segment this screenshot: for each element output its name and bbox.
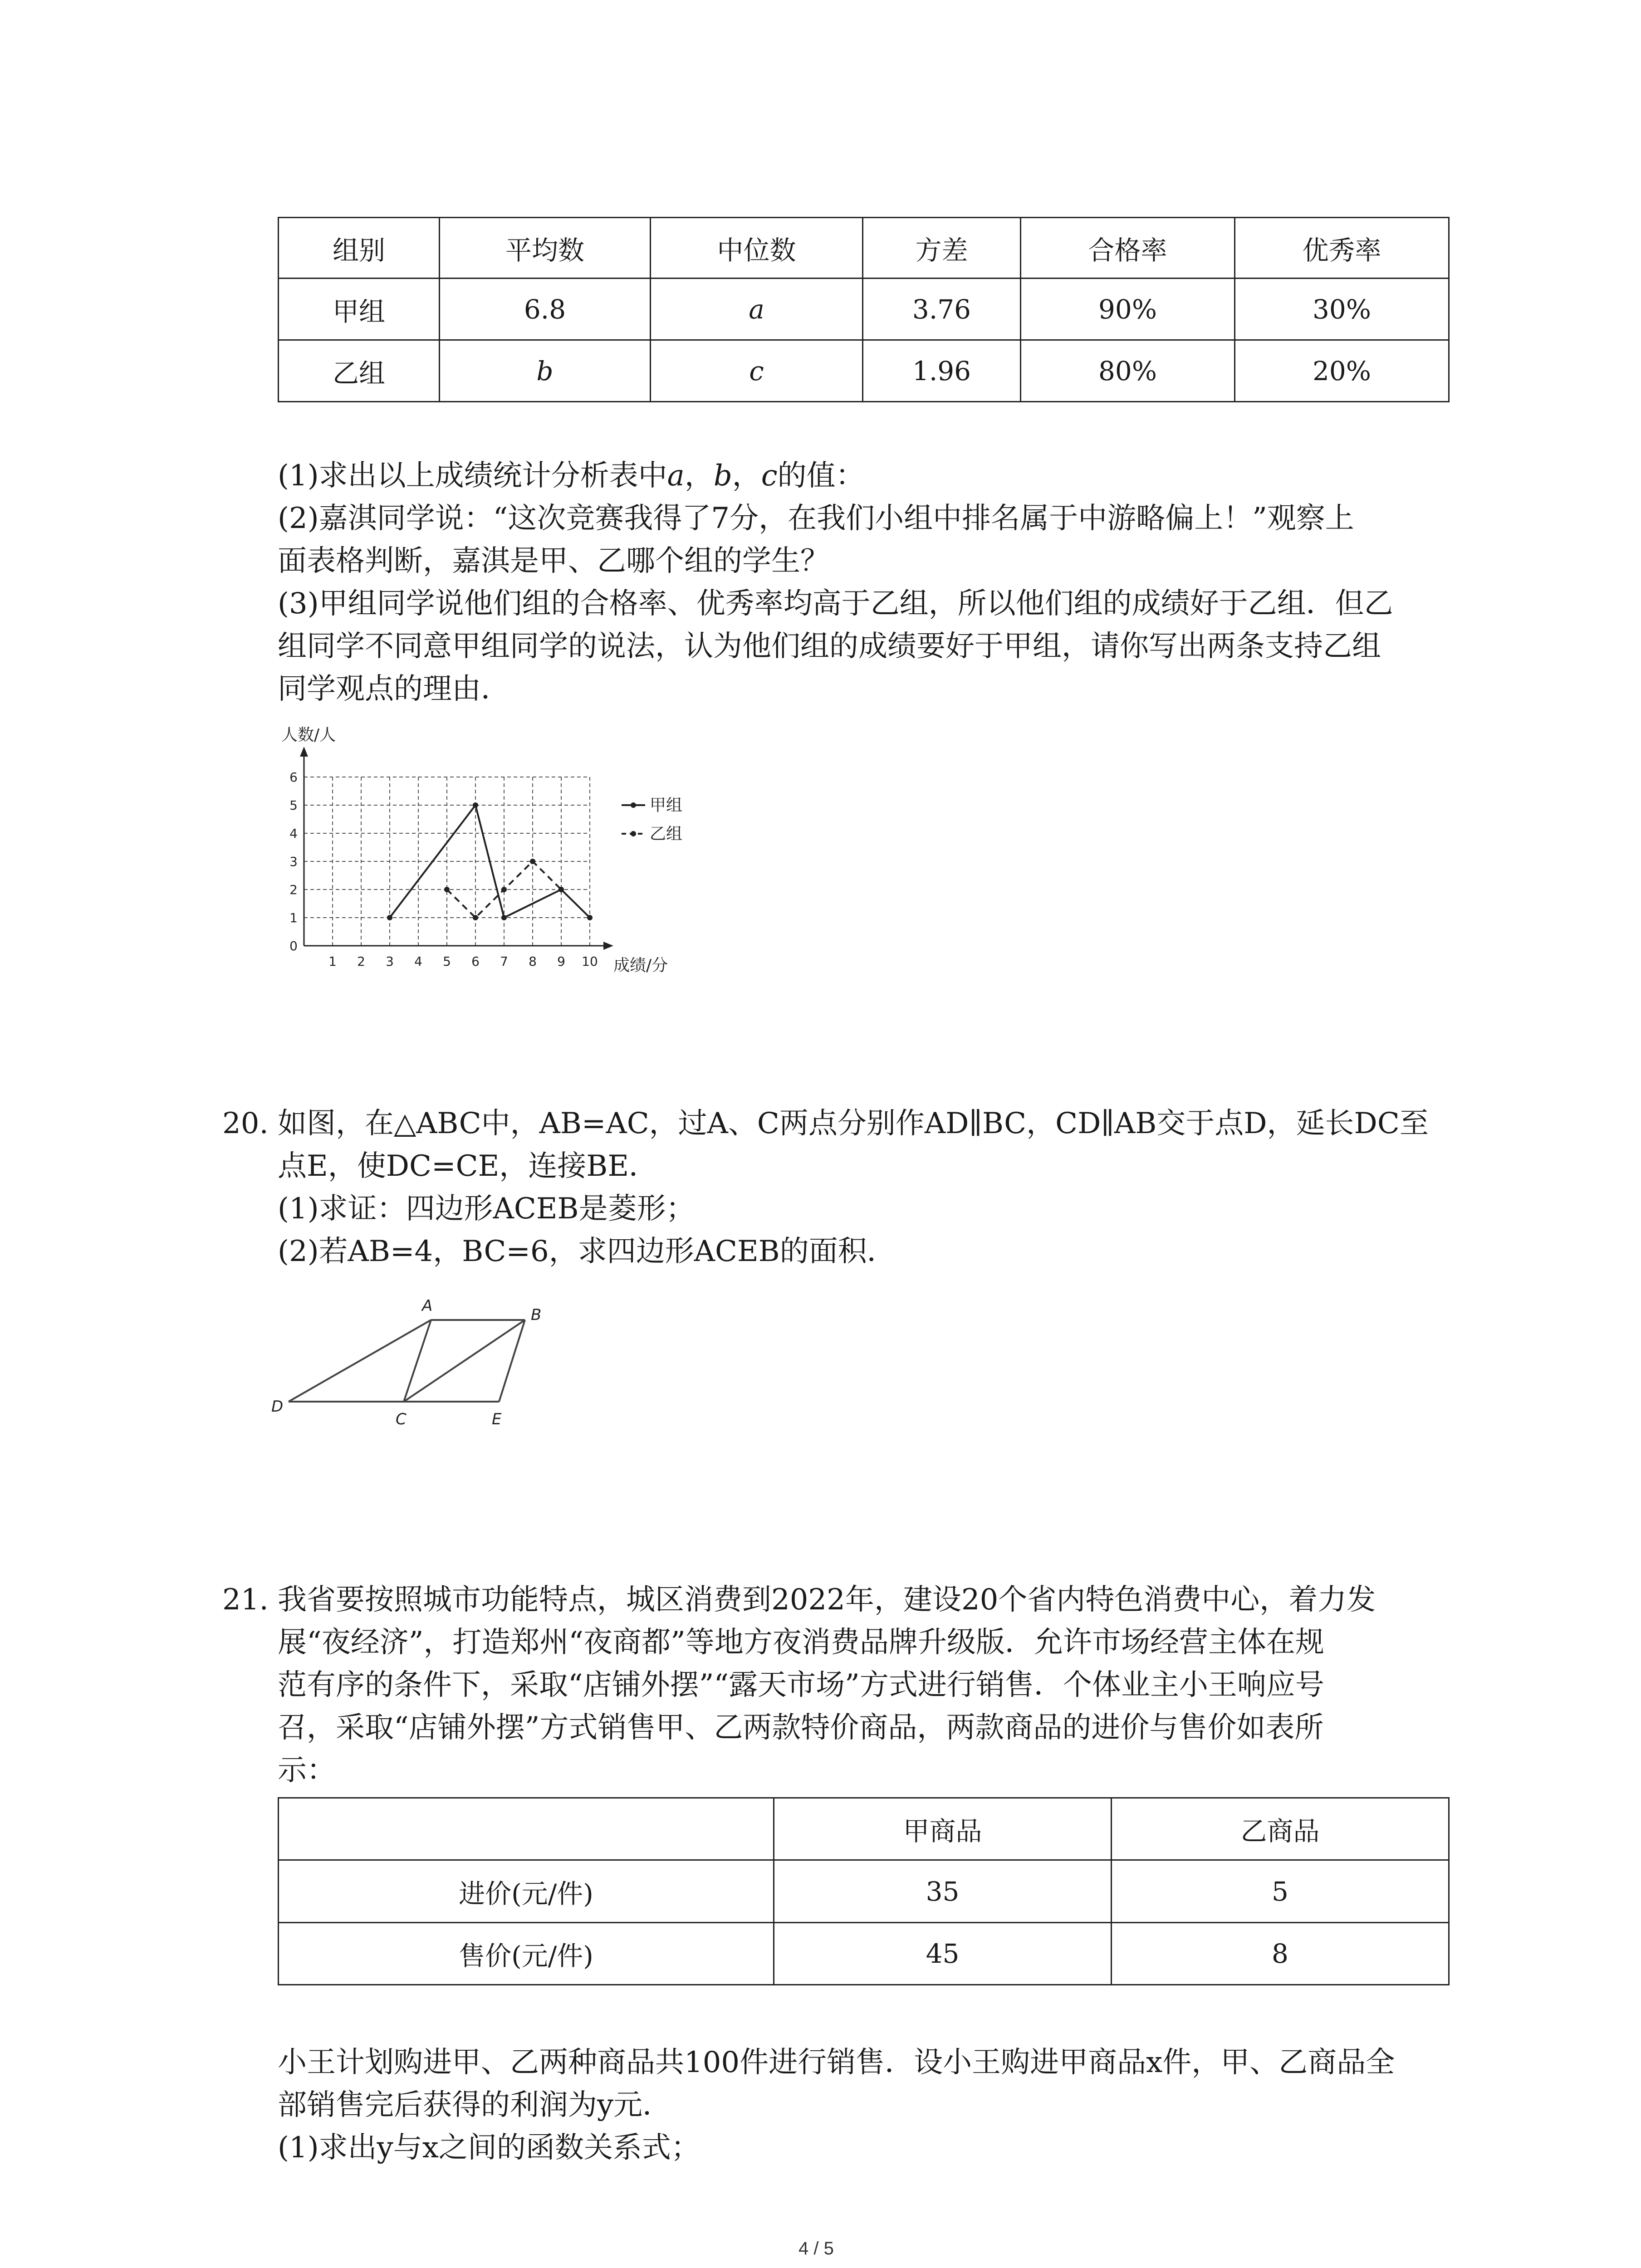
table-cell: 8	[1112, 1923, 1449, 1985]
y-axis-arrow	[300, 747, 308, 757]
y-tick-label: 5	[289, 798, 298, 813]
q21-line: 小王计划购进甲、乙两种商品共100件进行销售．设小王购进甲商品x件，甲、乙商品全	[278, 2046, 1395, 2079]
data-point	[444, 887, 450, 892]
segment-be	[499, 1320, 525, 1402]
table-cell: c	[651, 340, 863, 402]
x-tick-label: 7	[500, 954, 508, 969]
y-tick-label: 1	[289, 910, 298, 925]
legend-label-yi: 乙组	[650, 825, 683, 843]
x-tick-label: 9	[557, 954, 565, 969]
table-row	[279, 1860, 1449, 1923]
question-number: 21.	[222, 1583, 269, 1617]
table-header-cell: 甲商品	[774, 1798, 1112, 1860]
q21-line: 展“夜经济”，打造郑州“夜商都”等地方夜消费品牌升级版．允许市场经营主体在规	[278, 1626, 1324, 1659]
data-point	[387, 915, 392, 920]
q21-part1: (1)求出y与x之间的函数关系式；	[278, 2131, 700, 2165]
x-tick-label: 2	[357, 954, 365, 969]
table-cell: 6.8	[440, 279, 651, 340]
x-tick-label: 10	[582, 954, 598, 969]
table-row	[279, 279, 1449, 340]
data-point	[587, 915, 593, 920]
q19-part3-line: 同学观点的理由．	[278, 672, 510, 706]
chart-grid	[304, 777, 590, 946]
segment-cb	[404, 1320, 525, 1402]
x-axis-label: 成绩/分	[613, 956, 668, 975]
table-header-cell: 优秀率	[1235, 218, 1449, 279]
chart-series	[387, 802, 593, 920]
q21-text	[278, 1579, 1452, 1792]
data-point	[501, 915, 507, 920]
y-tick-label: 6	[289, 770, 298, 785]
x-tick-label: 6	[471, 954, 480, 969]
legend-label-jia: 甲组	[650, 796, 683, 815]
q19-subquestions	[278, 455, 1393, 710]
q20	[222, 1102, 1452, 1273]
data-point	[473, 915, 478, 920]
table-cell: b	[440, 340, 651, 402]
vertex-label-c: C	[396, 1410, 407, 1428]
q20-line: 如图，在△ABC中，AB=AC，过A、C两点分别作AD∥BC，CD∥AB交于点D，延长DC至	[278, 1107, 1429, 1140]
legend-marker-yi	[631, 831, 636, 836]
legend-marker-jia	[631, 802, 636, 808]
data-point	[501, 887, 507, 892]
table-header-cell: 中位数	[651, 218, 863, 279]
q21-line: 我省要按照城市功能特点，城区消费到2022年，建设20个省内特色消费中心，着力发	[278, 1583, 1376, 1617]
table-header-cell: 平均数	[440, 218, 651, 279]
vertex-label-b: B	[531, 1306, 542, 1324]
chart-axes	[289, 747, 613, 969]
q20-line: 点E，使DC=CE，连接BE．	[278, 1149, 658, 1183]
table-cell: 80%	[1021, 340, 1235, 402]
table-row	[279, 340, 1449, 402]
q21-line: 示：	[278, 1754, 336, 1787]
q19-part3-line: 组同学不同意甲组同学的说法，认为他们组的成绩要好于甲组，请你写出两条支持乙组	[278, 630, 1381, 663]
y-tick-label: 4	[289, 826, 298, 841]
q20-part1: (1)求证：四边形ACEB是菱形；	[278, 1192, 695, 1226]
x-tick-label: 8	[529, 954, 537, 969]
table-header-row	[279, 218, 1449, 279]
table-cell: 进价(元/件)	[279, 1860, 774, 1923]
data-point	[473, 802, 478, 808]
data-point	[530, 859, 535, 864]
table-header-cell: 方差	[863, 218, 1021, 279]
price-table	[278, 1797, 1450, 1985]
rhombus-figure	[268, 1293, 576, 1438]
table-row	[279, 1923, 1449, 1985]
vertex-label-d: D	[271, 1398, 284, 1416]
table-cell: 乙组	[279, 340, 440, 402]
q20-text	[278, 1102, 1452, 1273]
table-cell: 20%	[1235, 340, 1449, 402]
vertex-label-e: E	[492, 1410, 502, 1428]
q19-part1: (1)求出以上成绩统计分析表中a，b，c的值：	[278, 459, 865, 493]
chart-legend	[622, 796, 682, 843]
score-stats-table	[278, 217, 1450, 402]
table-cell: 1.96	[863, 340, 1021, 402]
q20-part2: (2)若AB=4，BC=6，求四边形ACEB的面积．	[278, 1235, 896, 1268]
table-header-cell: 合格率	[1021, 218, 1235, 279]
x-tick-label: 3	[386, 954, 394, 969]
y-tick-label: 2	[289, 882, 298, 897]
table-cell: 30%	[1235, 279, 1449, 340]
x-tick-label: 5	[443, 954, 451, 969]
table-cell: 90%	[1021, 279, 1235, 340]
q19-part2-line: (2)嘉淇同学说：“这次竞赛我得了7分，在我们小组中排名属于中游略偏上！”观察上	[278, 502, 1354, 535]
segment-ad	[289, 1320, 431, 1402]
q21	[222, 1579, 1452, 1792]
table-cell: a	[651, 279, 863, 340]
table-cell: 售价(元/件)	[279, 1923, 774, 1985]
x-axis-arrow	[603, 942, 613, 950]
page-number: 4 / 5	[798, 2239, 834, 2258]
y-axis-label: 人数/人	[281, 726, 336, 744]
q21-line: 召，采取“店铺外摆”方式销售甲、乙两款特价商品，两款商品的进价与售价如表所	[278, 1711, 1324, 1745]
table-cell: 5	[1112, 1860, 1449, 1923]
table-header-cell	[279, 1798, 774, 1860]
table-cell: 3.76	[863, 279, 1021, 340]
q19-part2-line: 面表格判断，嘉淇是甲、乙哪个组的学生？	[278, 544, 829, 578]
data-point	[558, 887, 564, 892]
table-header-row	[279, 1798, 1449, 1860]
x-tick-label: 4	[414, 954, 422, 969]
table-cell: 甲组	[279, 279, 440, 340]
table-header-cell: 组别	[279, 218, 440, 279]
q21-continued	[278, 2041, 1395, 2169]
q19-part3-line: (3)甲组同学说他们组的合格率、优秀率均高于乙组，所以他们组的成绩好于乙组．但乙	[278, 587, 1393, 621]
q21-line: 部销售完后获得的利润为y元．	[278, 2088, 672, 2122]
score-line-chart	[272, 721, 708, 993]
vertex-label-a: A	[422, 1297, 433, 1315]
table-header-cell: 乙商品	[1112, 1798, 1449, 1860]
y-tick-label: 3	[289, 854, 298, 869]
table-cell: 45	[774, 1923, 1112, 1985]
question-number: 20.	[222, 1107, 269, 1140]
table-cell: 35	[774, 1860, 1112, 1923]
x-tick-label: 1	[328, 954, 337, 969]
y-tick-label: 0	[289, 938, 298, 953]
q21-line: 范有序的条件下，采取“店铺外摆”“露天市场”方式进行销售．个体业主小王响应号	[278, 1668, 1324, 1702]
